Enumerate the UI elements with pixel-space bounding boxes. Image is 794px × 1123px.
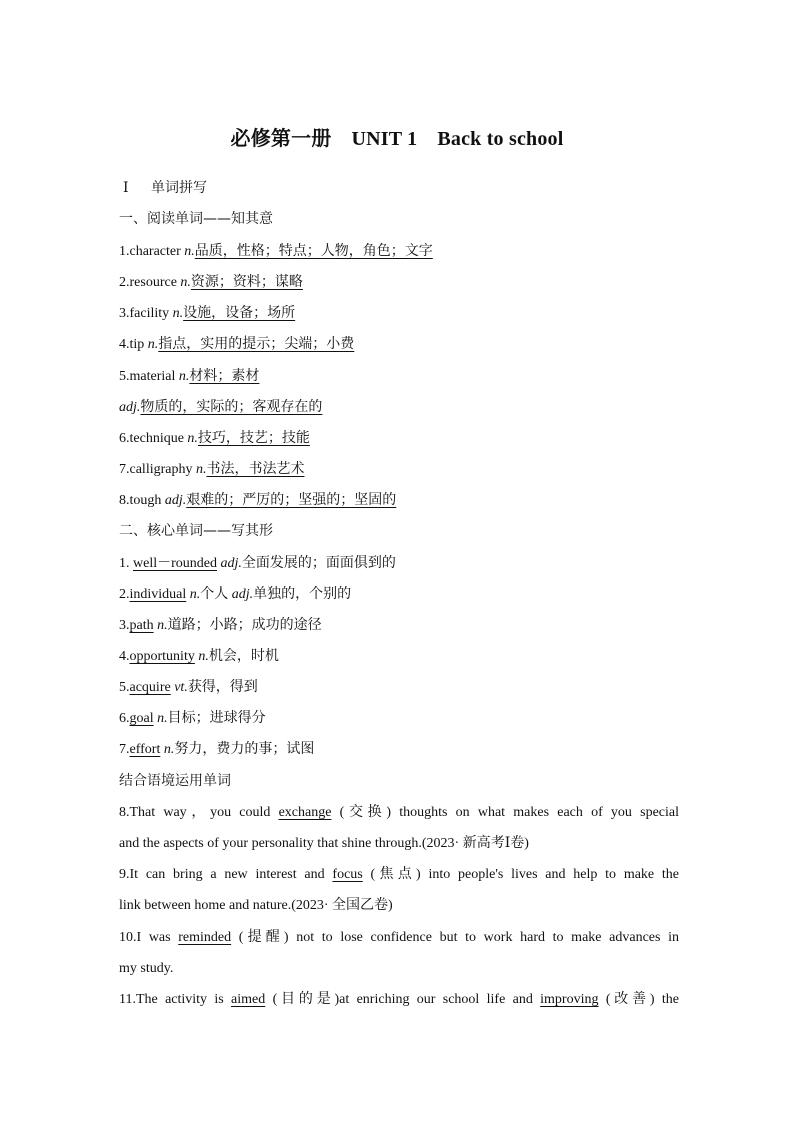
sentence-9-cont: link between home and nature.(2023· 全国乙卷)	[119, 898, 393, 913]
vocab-word: tip	[129, 337, 145, 352]
part-of-speech: n.	[163, 742, 175, 757]
sentence-10-cont: my study.	[119, 961, 174, 976]
list-item	[119, 271, 679, 294]
item-number: 5.	[119, 369, 130, 384]
part-of-speech: n.	[198, 649, 209, 664]
part-of-speech: n.	[187, 431, 198, 446]
answer-word: well－rounded	[133, 556, 217, 571]
answer-word: goal	[129, 711, 154, 726]
list-item	[119, 552, 679, 575]
answer-meaning: 书法，书法艺术	[206, 461, 305, 477]
word-meaning: 单独的，个别的	[253, 586, 352, 602]
item-number: 3.	[119, 306, 130, 321]
answer-word: path	[129, 618, 154, 633]
item-number: 7.	[119, 462, 130, 477]
vocab-word: calligraphy	[129, 462, 193, 477]
word-meaning: 获得，得到	[187, 679, 258, 695]
part-of-speech: n.	[184, 244, 195, 259]
vocab-word: tough	[129, 493, 162, 508]
part-of-speech: n.	[172, 306, 184, 321]
answer-word: individual	[129, 587, 187, 602]
answer-meaning: 物质的，实际的；客观存在的	[140, 399, 323, 415]
item-number: 6.	[119, 431, 130, 446]
sentence-8: 8.That way，you could exchange (交换) thoughts on what makes each of you special	[119, 805, 679, 820]
part-of-speech: n.	[180, 275, 191, 290]
answer-blank: exchange	[278, 805, 332, 820]
item-number: 5.	[119, 680, 130, 695]
item-number: 2.	[119, 587, 130, 602]
part-heading-read: 一、阅读单词——知其意	[119, 211, 273, 227]
answer-meaning: 设施，设备；场所	[183, 305, 296, 321]
page-title	[0, 122, 794, 151]
section-number: Ⅰ	[123, 181, 129, 196]
answer-meaning: 艰难的；严厉的；坚强的；坚固的	[186, 492, 397, 508]
list-item	[119, 707, 679, 730]
part-of-speech: vt.	[174, 680, 188, 695]
item-number: 7.	[119, 742, 130, 757]
part-heading-context: 结合语境运用单词	[119, 773, 231, 789]
item-number: 4.	[119, 649, 130, 664]
list-item	[119, 365, 679, 388]
answer-meaning: 指点，实用的提示；尖端；小费	[158, 336, 355, 352]
answer-word: effort	[129, 742, 161, 757]
answer-blank: reminded	[178, 930, 232, 945]
answer-blank: improving	[540, 992, 599, 1007]
title-cn: 必修第一册	[230, 128, 332, 150]
answer-blank: aimed	[231, 992, 266, 1007]
word-meaning: 机会，时机	[208, 648, 279, 664]
answer-meaning: 材料；素材	[189, 368, 260, 384]
answer-meaning: 技巧，技艺；技能	[197, 430, 310, 446]
vocab-word: technique	[129, 431, 184, 446]
sentence-10: 10.I was reminded (提醒) not to lose confidence but to work hard to make advances in	[119, 930, 679, 945]
answer-word: acquire	[129, 680, 171, 695]
sentence-11: 11.The activity is aimed (目的是)at enriching our school life and improving (改善) the	[119, 992, 680, 1007]
list-item	[119, 614, 679, 637]
part-of-speech: adj.	[164, 493, 187, 508]
word-meaning: 努力，费力的事；试图	[174, 741, 315, 757]
list-item	[119, 427, 679, 450]
vocab-word: material	[129, 369, 176, 384]
list-item	[119, 240, 679, 263]
list-item	[119, 676, 679, 699]
list-item	[119, 583, 679, 606]
item-number: 4.	[119, 337, 130, 352]
list-item	[119, 333, 679, 356]
list-item	[119, 738, 679, 761]
word-meaning: 个人	[200, 586, 229, 602]
list-item	[119, 489, 679, 512]
list-item	[119, 302, 679, 325]
word-meaning: 目标；进球得分	[167, 710, 266, 726]
part-of-speech: adj.	[220, 556, 242, 571]
word-meaning: 道路；小路；成功的途径	[167, 617, 322, 633]
part-of-speech: adj.	[231, 587, 254, 602]
part-of-speech: n.	[189, 587, 201, 602]
section-label: 单词拼写	[151, 180, 207, 196]
part-of-speech: n.	[147, 337, 159, 352]
list-item	[119, 396, 679, 419]
answer-meaning: 资源；资料；谋略	[190, 274, 303, 290]
list-item	[119, 458, 679, 481]
vocab-word: resource	[129, 275, 177, 290]
part-of-speech: n.	[178, 369, 190, 384]
part-of-speech: n.	[157, 618, 168, 633]
item-number: 8.	[119, 493, 130, 508]
vocab-word: character	[129, 244, 181, 259]
vocab-word: facility	[129, 306, 170, 321]
part-of-speech: n.	[157, 711, 168, 726]
answer-meaning: 品质，性格；特点；人物，角色；文字	[194, 243, 433, 259]
part-of-speech: n.	[195, 462, 207, 477]
item-number: 2.	[119, 275, 130, 290]
item-number: 1.	[119, 244, 130, 259]
answer-word: opportunity	[129, 649, 195, 664]
word-meaning: 全面发展的；面面俱到的	[241, 555, 396, 571]
title-name: Back to school	[437, 128, 564, 150]
item-number: 3.	[119, 618, 130, 633]
sentence-9: 9.It can bring a new interest and focus (焦点) into people's lives and help to make the	[119, 867, 680, 882]
answer-blank: focus	[332, 867, 363, 882]
sentence-8-cont: and the aspects of your personality that shine through.(2023· 新高考Ⅰ卷)	[119, 836, 529, 851]
section-heading	[119, 177, 679, 200]
part-of-speech: adj.	[119, 400, 141, 415]
part-heading-core: 二、核心单词——写其形	[119, 523, 273, 539]
list-item	[119, 645, 679, 668]
title-unit: UNIT 1	[351, 128, 418, 150]
item-number: 1.	[119, 556, 130, 571]
item-number: 6.	[119, 711, 130, 726]
